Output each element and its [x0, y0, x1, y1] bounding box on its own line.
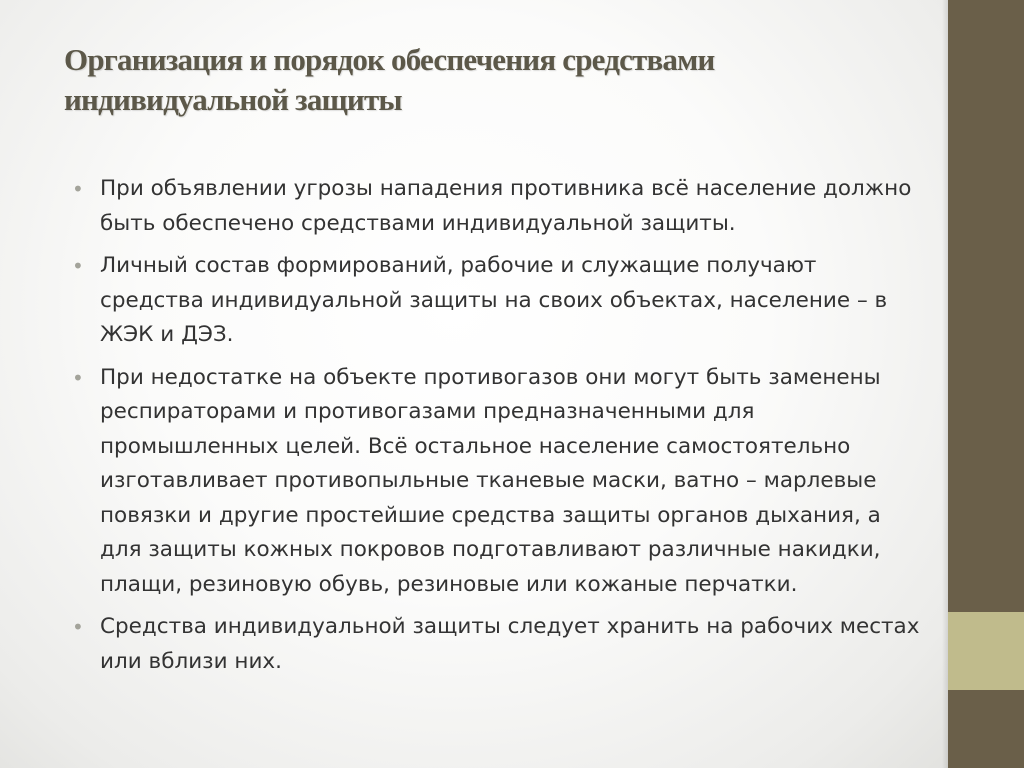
- bullet-item: [72, 249, 922, 353]
- bullet-item: [72, 610, 922, 679]
- bullet-icon: •: [72, 177, 84, 201]
- slide-title: Организация и порядок обеспечения средствами индивидуальной защиты: [64, 42, 715, 117]
- bullet-list: [72, 172, 922, 687]
- bullet-text: Средства индивидуальной защиты следует хранить на рабочих местах или вблизи них.: [100, 614, 920, 674]
- bullet-icon: •: [72, 615, 84, 639]
- bullet-item: [72, 172, 922, 241]
- bullet-text: При объявлении угрозы нападения противника всё население должно быть обеспечено средствами индивидуальной защиты.: [100, 176, 912, 236]
- bullet-icon: •: [72, 365, 84, 390]
- bullet-text: При недостатке на объекте противогазов они могут быть заменены респираторами и противогазами предназначенными для промышленных целей. Всё остальное население самостоятельно изготавливает противопыльные тканевые маски, ватно – марлевые повязки и другие простейшие средства защиты органов дыхания, а для защиты кожных покровов подготавливают различные накидки, плащи, резиновую обувь, резиновые или кожаные перчатки.: [100, 364, 881, 597]
- side-bar-accent: [948, 612, 1024, 690]
- bullet-text: Личный состав формирований, рабочие и служащие получают средства индивидуальной защиты на своих объектах, население – в ЖЭК и ДЭЗ.: [100, 253, 888, 347]
- bullet-item: [72, 361, 922, 603]
- bullet-icon: •: [72, 254, 84, 278]
